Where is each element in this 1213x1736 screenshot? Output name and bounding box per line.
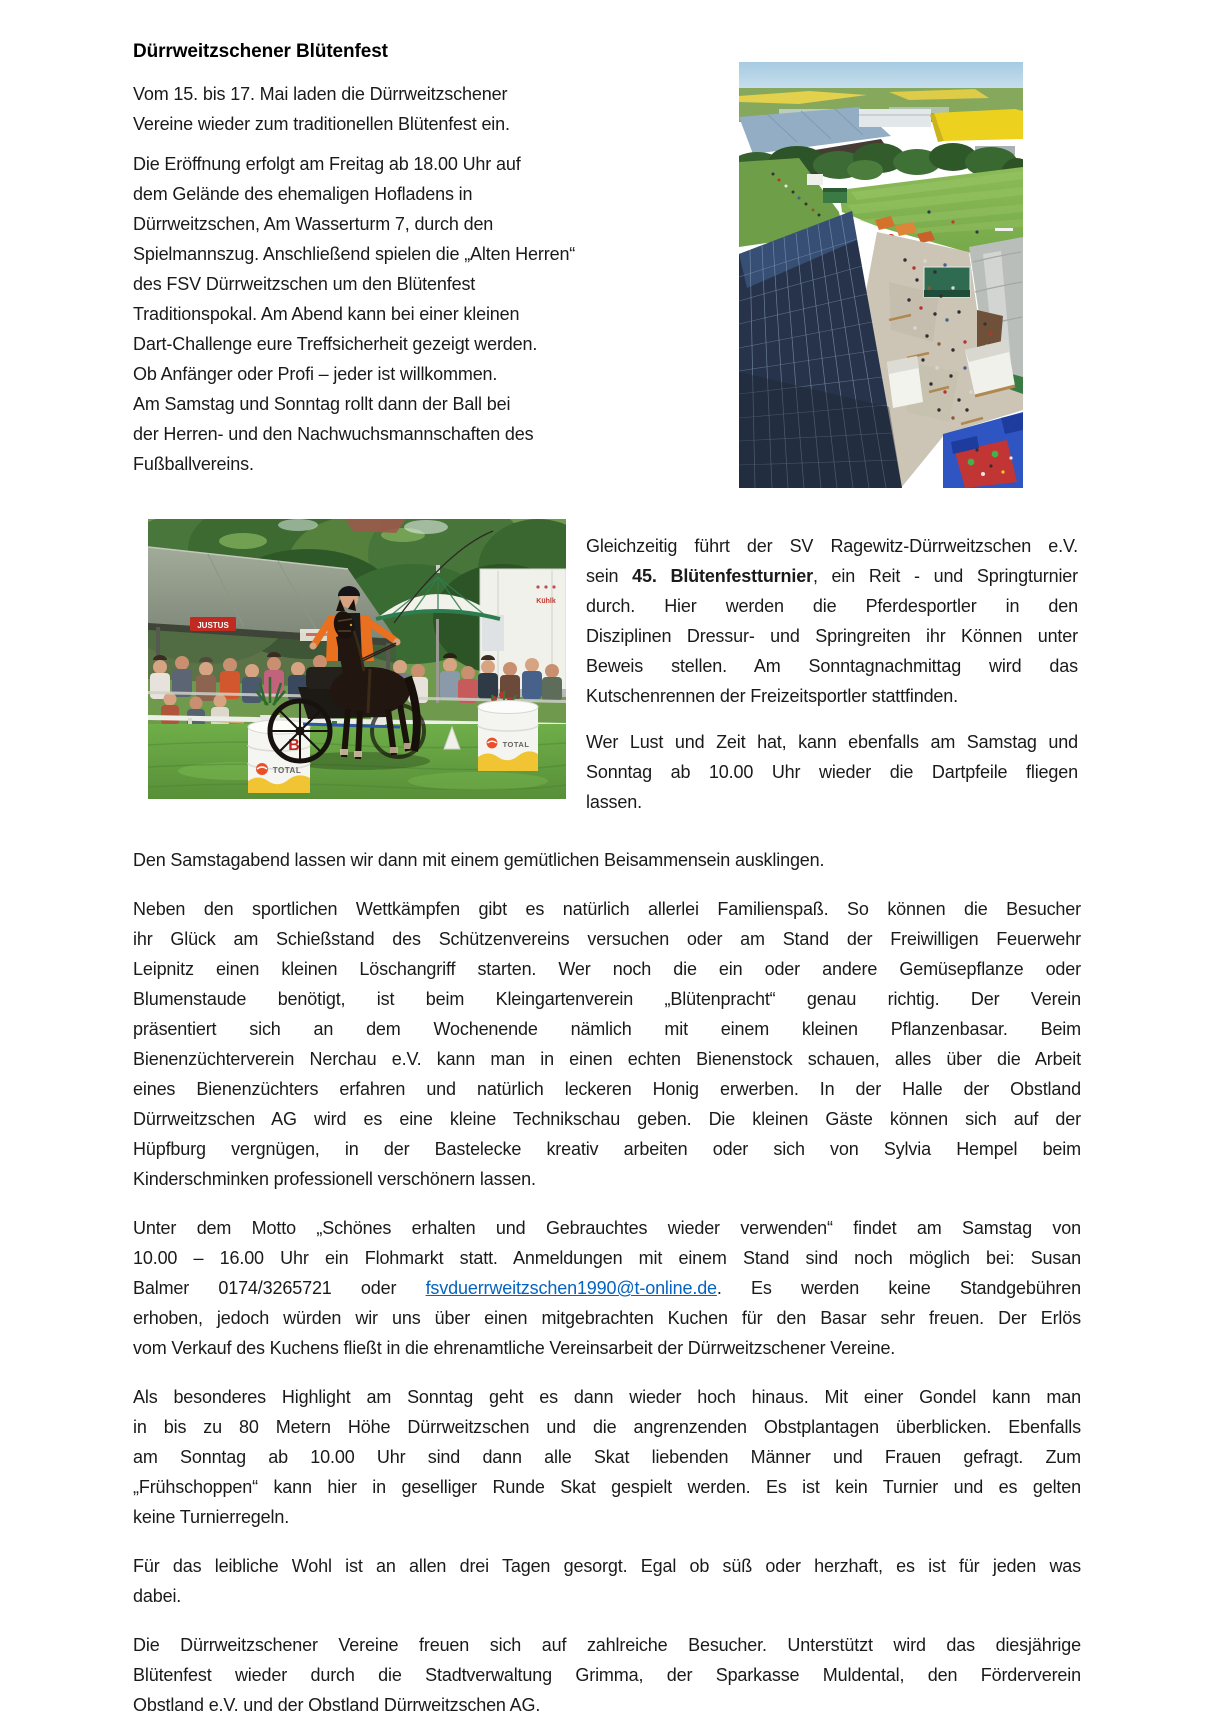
paragraph-tournament: Gleichzeitig führt der SV Ragewitz-Dürrweitzschen e.V. sein 45. Blütenfestturnier, ein Reit - und Springturnier durch. Hier werden die Pferdesportler in den Disziplinen Dressur- und Springreiten ihr Können unter Beweis stellen. Am Sonntagnachmittag wird das Kutschenrennen der Freizeitsportler stattfinden. [586,536,1078,706]
barrel-brand-right-text: TOTAL [502,740,530,749]
justus-sign [190,617,236,631]
truck-label-text: Kühlk [536,598,556,605]
paragraph-saturday-evening: Den Samstagabend lassen wir dann mit einem gemütlichen Beisammensein ausklingen. [133,850,825,870]
paragraph-food: Für das leibliche Wohl ist an allen drei Tagen gesorgt. Egal ob süß oder herzhaft, es ist für jeden was dabei. [133,1556,1081,1606]
aerial-photo [739,62,1023,488]
paragraph-gondola-skat: Als besonderes Highlight am Sonntag geht es dann wieder hoch hinaus. Mit einer Gondel kann man in bis zu 80 Metern Höhe Dürrweitzschen und die angrenzenden Obstplantagen überblicken. Ebenfalls am Sonntag ab 10.00 Uhr sind dann alle Skat liebenden Männer und Frauen gefragt. Zum „Frühschoppen“ kann hier in geselliger Runde Skat gespielt werden. Es ist kein Turnier und es gelten keine Turnierregeln. [133,1387,1081,1527]
horse-carriage-photo-graphic [148,519,566,799]
paragraph-family-fun: Neben den sportlichen Wettkämpfen gibt es natürlich allerlei Familienspaß. So können die Besucher ihr Glück am Schießstand des Schützenvereins versuchen oder am Stand der Freiwilligen Feuerwehr Leipnitz einen kleinen Löschangriff starten. Wer noch die ein oder andere Gemüsepflanze oder Blumenstaude benötigt, ist beim Kleingartenverein „Blütenpracht“ genau richtig. Der Verein präsentiert sich an dem Wochenende nämlich mit einem kleinen Pflanzenbasar. Beim Bienenzüchterverein Nerchau e.V. kann man in einen echten Bienenstock schauen, alles über die Arbeit eines Bienenzüchters erfahren und natürlich leckeren Honig erwerben. In der Halle der Obstland Dürrweitzschen AG wird es eine kleine Technikschau geben. Die kleinen Gäste können sich auf der Hüpfburg vergnügen, in der Bastelecke kreativ arbeiten oder sich von Sylvia Hempel beim Kinderschminken professionell verschönern lassen. [133,899,1081,1189]
paragraph-flea-market: Unter dem Motto „Schönes erhalten und Gebrauchtes wieder verwenden“ findet am Samstag von 10.00 – 16.00 Uhr ein Flohmarkt statt. Anmeldungen mit einem Stand sind noch möglich bei: Susan Balmer 0174/3265721 oder fsvduerrweitzschen1990@t-online.de. Es werden keine Standgebühren erhoben, jedoch würden wir uns über einen mitgebrachten Kuchen für den Basar sehr freuen. Der Erlös vom Verkauf des Kuchens fließt in die ehrenamtliche Vereinsarbeit der Dürrweitzschener Vereine. [133,1218,1081,1358]
paragraph-opening: Die Eröffnung erfolgt am Freitag ab 18.00 Uhr auf dem Gelände des ehemaligen Hofladens in Dürrweitzschen, Am Wasserturm 7, durch den Spielmannszug. Anschließend spielen die „Alten Herren“ des FSV Dürrweitzschen um den Blütenfest Traditionspokal. Am Abend kann bei einer kleinen Dart-Challenge eure Treffsicherheit gezeigt werden. Ob Anfänger oder Profi – jeder ist willkommen. Am Samstag und Sonntag rollt dann der Ball bei der Herren- und den Nachwuchsmannschaften des Fußballvereins. [133,154,576,474]
paragraph-darts: Wer Lust und Zeit hat, kann ebenfalls am Samstag und Sonntag ab 10.00 Uhr wieder die Dartpfeile fliegen lassen. [586,732,1078,812]
total-barrel-right [478,691,538,771]
horse-carriage-photo [148,519,566,799]
justus-sign-text: JUSTUS [197,621,229,630]
barrel-letter-text: B [288,737,300,754]
paragraph-closing: Die Dürrweitzschener Vereine freuen sich auf zahlreiche Besucher. Unterstützt wird das diesjährige Blütenfest wieder durch die Stadtverwaltung Grimma, der Sparkasse Muldental, den Förderverein Obstland e.V. und der Obstland Dürrweitzschen AG. [133,1635,1081,1715]
email-link[interactable]: fsvduerrweitzschen1990@t-online.de [425,1278,717,1298]
sports-field [839,167,1023,254]
aerial-photo-graphic [739,62,1023,488]
page-title: Dürrweitzschener Blütenfest [133,40,388,62]
paragraph-intro: Vom 15. bis 17. Mai laden die Dürrweitzschener Vereine wieder zum traditionellen Blütenfest ein. [133,84,510,134]
barrel-brand-text: TOTAL [272,766,302,775]
